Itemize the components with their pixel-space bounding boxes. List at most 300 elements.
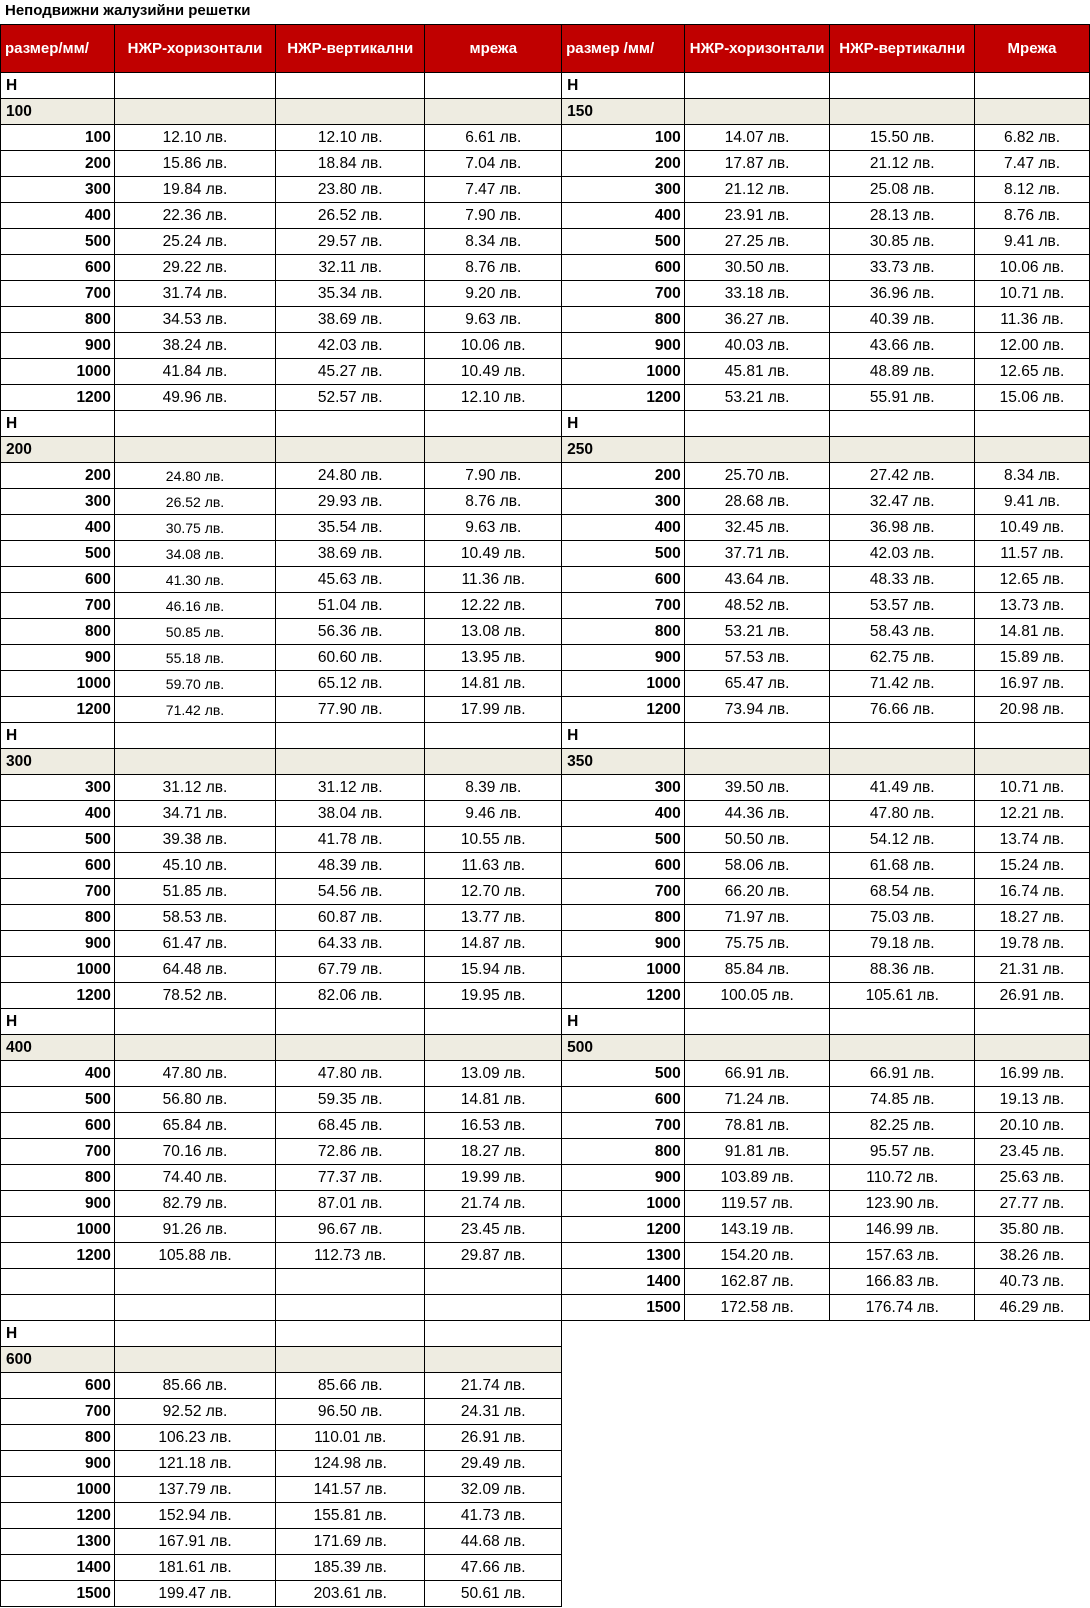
price-cell: 75.03 лв. xyxy=(830,905,975,931)
price-cell: 11.63 лв. xyxy=(425,853,562,879)
price-cell: 203.61 лв. xyxy=(276,1581,425,1607)
empty-cell xyxy=(684,1529,830,1555)
empty-cell xyxy=(684,1035,830,1061)
price-cell: 8.34 лв. xyxy=(975,463,1090,489)
price-cell: 141.57 лв. xyxy=(276,1477,425,1503)
price-cell: 24.80 лв. xyxy=(276,463,425,489)
price-cell: 16.97 лв. xyxy=(975,671,1090,697)
table-row xyxy=(1,1373,1090,1399)
size-cell: 1000 xyxy=(562,957,685,983)
price-cell: 50.85 лв. xyxy=(114,619,275,645)
price-cell: 12.10 лв. xyxy=(276,125,425,151)
price-cell: 50.50 лв. xyxy=(684,827,830,853)
price-cell: 23.80 лв. xyxy=(276,177,425,203)
price-cell: 72.86 лв. xyxy=(276,1139,425,1165)
table-row xyxy=(1,307,1090,333)
size-cell: 400 xyxy=(1,515,115,541)
empty-cell xyxy=(425,1295,562,1321)
empty-cell xyxy=(975,1321,1090,1347)
price-cell: 105.88 лв. xyxy=(114,1243,275,1269)
header-vertical-left: НЖР-вертикални xyxy=(276,25,425,73)
empty-cell xyxy=(425,411,562,437)
price-cell: 10.71 лв. xyxy=(975,281,1090,307)
price-cell: 112.73 лв. xyxy=(276,1243,425,1269)
group-row xyxy=(1,99,1090,125)
empty-cell xyxy=(276,99,425,125)
price-cell: 55.91 лв. xyxy=(830,385,975,411)
table-row xyxy=(1,1269,1090,1295)
empty-cell xyxy=(276,437,425,463)
price-cell: 58.53 лв. xyxy=(114,905,275,931)
price-cell: 38.04 лв. xyxy=(276,801,425,827)
price-cell: 41.84 лв. xyxy=(114,359,275,385)
empty-cell xyxy=(830,99,975,125)
group-row xyxy=(1,1347,1090,1373)
empty-cell xyxy=(830,1399,975,1425)
size-cell: 800 xyxy=(562,307,685,333)
price-cell: 143.19 лв. xyxy=(684,1217,830,1243)
price-cell: 12.00 лв. xyxy=(975,333,1090,359)
price-cell: 43.64 лв. xyxy=(684,567,830,593)
empty-cell xyxy=(562,1529,685,1555)
empty-cell xyxy=(114,1009,275,1035)
table-row xyxy=(1,1139,1090,1165)
table-row xyxy=(1,359,1090,385)
size-cell: 700 xyxy=(562,1113,685,1139)
empty-cell xyxy=(562,1555,685,1581)
price-cell: 17.87 лв. xyxy=(684,151,830,177)
h-row xyxy=(1,1321,1090,1347)
table-row xyxy=(1,671,1090,697)
empty-cell xyxy=(975,1347,1090,1373)
price-cell: 154.20 лв. xyxy=(684,1243,830,1269)
table-row xyxy=(1,1061,1090,1087)
price-cell: 71.24 лв. xyxy=(684,1087,830,1113)
price-cell: 46.29 лв. xyxy=(975,1295,1090,1321)
price-cell: 172.58 лв. xyxy=(684,1295,830,1321)
size-cell: 1000 xyxy=(1,1217,115,1243)
height-group-label: 500 xyxy=(562,1035,685,1061)
empty-cell xyxy=(830,1477,975,1503)
h-row xyxy=(1,73,1090,99)
price-cell: 74.40 лв. xyxy=(114,1165,275,1191)
price-cell: 13.77 лв. xyxy=(425,905,562,931)
price-cell: 34.08 лв. xyxy=(114,541,275,567)
empty-cell xyxy=(830,1035,975,1061)
price-cell: 10.71 лв. xyxy=(975,775,1090,801)
price-cell: 71.42 лв. xyxy=(114,697,275,723)
price-cell: 61.47 лв. xyxy=(114,931,275,957)
size-cell: 200 xyxy=(1,463,115,489)
price-cell: 13.74 лв. xyxy=(975,827,1090,853)
h-label: H xyxy=(1,1321,115,1347)
empty-cell xyxy=(425,723,562,749)
empty-cell xyxy=(975,437,1090,463)
size-cell: 600 xyxy=(1,1113,115,1139)
price-cell: 48.52 лв. xyxy=(684,593,830,619)
price-cell: 74.85 лв. xyxy=(830,1087,975,1113)
h-label: H xyxy=(1,1009,115,1035)
size-cell: 1000 xyxy=(1,957,115,983)
size-cell: 500 xyxy=(562,827,685,853)
empty-cell xyxy=(684,99,830,125)
header-horizontal-right: НЖР-хоризонтали xyxy=(684,25,830,73)
empty-cell xyxy=(684,1581,830,1607)
price-cell: 91.26 лв. xyxy=(114,1217,275,1243)
size-cell: 1500 xyxy=(562,1295,685,1321)
empty-cell xyxy=(425,1269,562,1295)
price-cell: 13.73 лв. xyxy=(975,593,1090,619)
price-cell: 64.48 лв. xyxy=(114,957,275,983)
price-cell: 171.69 лв. xyxy=(276,1529,425,1555)
size-cell: 1200 xyxy=(1,1503,115,1529)
size-cell: 700 xyxy=(1,1399,115,1425)
price-cell: 66.91 лв. xyxy=(830,1061,975,1087)
price-cell: 166.83 лв. xyxy=(830,1269,975,1295)
empty-cell xyxy=(975,1009,1090,1035)
price-cell: 30.50 лв. xyxy=(684,255,830,281)
price-cell: 88.36 лв. xyxy=(830,957,975,983)
size-cell: 200 xyxy=(562,463,685,489)
size-cell: 700 xyxy=(1,593,115,619)
price-cell: 21.12 лв. xyxy=(830,151,975,177)
empty-cell xyxy=(1,1295,115,1321)
price-cell: 59.35 лв. xyxy=(276,1087,425,1113)
empty-cell xyxy=(425,437,562,463)
price-cell: 23.45 лв. xyxy=(975,1139,1090,1165)
size-cell: 700 xyxy=(1,879,115,905)
price-cell: 53.21 лв. xyxy=(684,385,830,411)
h-label: H xyxy=(1,411,115,437)
table-row xyxy=(1,1191,1090,1217)
empty-cell xyxy=(684,1451,830,1477)
price-cell: 25.24 лв. xyxy=(114,229,275,255)
price-cell: 41.73 лв. xyxy=(425,1503,562,1529)
h-label: H xyxy=(562,723,685,749)
price-cell: 54.12 лв. xyxy=(830,827,975,853)
empty-cell xyxy=(562,1451,685,1477)
size-cell: 1000 xyxy=(562,359,685,385)
height-group-label: 400 xyxy=(1,1035,115,1061)
price-cell: 38.69 лв. xyxy=(276,541,425,567)
size-cell: 1200 xyxy=(1,983,115,1009)
price-cell: 47.80 лв. xyxy=(114,1061,275,1087)
price-cell: 53.57 лв. xyxy=(830,593,975,619)
size-cell: 400 xyxy=(562,203,685,229)
size-cell: 1000 xyxy=(562,1191,685,1217)
size-cell: 400 xyxy=(1,1061,115,1087)
empty-cell xyxy=(830,1581,975,1607)
price-cell: 73.94 лв. xyxy=(684,697,830,723)
price-cell: 12.10 лв. xyxy=(114,125,275,151)
table-row xyxy=(1,593,1090,619)
price-cell: 24.80 лв. xyxy=(114,463,275,489)
table-row xyxy=(1,1295,1090,1321)
price-cell: 7.47 лв. xyxy=(425,177,562,203)
empty-cell xyxy=(562,1581,685,1607)
group-row xyxy=(1,749,1090,775)
price-cell: 12.10 лв. xyxy=(425,385,562,411)
price-cell: 70.16 лв. xyxy=(114,1139,275,1165)
table-row xyxy=(1,177,1090,203)
table-row xyxy=(1,255,1090,281)
empty-cell xyxy=(114,1035,275,1061)
table-row xyxy=(1,645,1090,671)
empty-cell xyxy=(114,411,275,437)
price-cell: 29.57 лв. xyxy=(276,229,425,255)
price-cell: 71.42 лв. xyxy=(830,671,975,697)
price-cell: 76.66 лв. xyxy=(830,697,975,723)
price-cell: 18.84 лв. xyxy=(276,151,425,177)
price-cell: 14.07 лв. xyxy=(684,125,830,151)
price-cell: 56.80 лв. xyxy=(114,1087,275,1113)
price-cell: 10.49 лв. xyxy=(425,359,562,385)
price-cell: 54.56 лв. xyxy=(276,879,425,905)
price-cell: 10.49 лв. xyxy=(425,541,562,567)
price-cell: 66.20 лв. xyxy=(684,879,830,905)
height-group-label: 100 xyxy=(1,99,115,125)
price-cell: 66.91 лв. xyxy=(684,1061,830,1087)
size-cell: 1400 xyxy=(562,1269,685,1295)
price-cell: 40.73 лв. xyxy=(975,1269,1090,1295)
price-cell: 26.52 лв. xyxy=(114,489,275,515)
empty-cell xyxy=(425,1321,562,1347)
size-cell: 600 xyxy=(1,1373,115,1399)
size-cell: 600 xyxy=(562,255,685,281)
height-group-label: 250 xyxy=(562,437,685,463)
empty-cell xyxy=(114,1295,275,1321)
empty-cell xyxy=(684,1503,830,1529)
price-cell: 60.60 лв. xyxy=(276,645,425,671)
price-cell: 40.39 лв. xyxy=(830,307,975,333)
price-cell: 7.04 лв. xyxy=(425,151,562,177)
table-row xyxy=(1,229,1090,255)
size-cell: 600 xyxy=(562,567,685,593)
empty-cell xyxy=(830,723,975,749)
size-cell: 400 xyxy=(1,801,115,827)
price-cell: 11.57 лв. xyxy=(975,541,1090,567)
price-cell: 29.22 лв. xyxy=(114,255,275,281)
empty-cell xyxy=(114,437,275,463)
size-cell: 1200 xyxy=(1,1243,115,1269)
price-cell: 25.63 лв. xyxy=(975,1165,1090,1191)
price-cell: 35.80 лв. xyxy=(975,1217,1090,1243)
price-cell: 124.98 лв. xyxy=(276,1451,425,1477)
price-cell: 31.74 лв. xyxy=(114,281,275,307)
price-table-body xyxy=(1,73,1090,1607)
size-cell: 700 xyxy=(1,1139,115,1165)
price-cell: 28.13 лв. xyxy=(830,203,975,229)
price-cell: 91.81 лв. xyxy=(684,1139,830,1165)
size-cell: 300 xyxy=(562,775,685,801)
price-cell: 12.22 лв. xyxy=(425,593,562,619)
price-cell: 45.27 лв. xyxy=(276,359,425,385)
price-cell: 6.61 лв. xyxy=(425,125,562,151)
price-cell: 19.84 лв. xyxy=(114,177,275,203)
empty-cell xyxy=(830,1321,975,1347)
price-cell: 20.10 лв. xyxy=(975,1113,1090,1139)
price-cell: 8.39 лв. xyxy=(425,775,562,801)
price-cell: 19.78 лв. xyxy=(975,931,1090,957)
header-horizontal-left: НЖР-хоризонтали xyxy=(114,25,275,73)
price-cell: 9.46 лв. xyxy=(425,801,562,827)
size-cell: 1000 xyxy=(1,359,115,385)
price-cell: 110.01 лв. xyxy=(276,1425,425,1451)
header-mesh-left: мрежа xyxy=(425,25,562,73)
price-cell: 106.23 лв. xyxy=(114,1425,275,1451)
price-cell: 18.27 лв. xyxy=(975,905,1090,931)
size-cell: 900 xyxy=(1,931,115,957)
price-cell: 21.12 лв. xyxy=(684,177,830,203)
empty-cell xyxy=(114,1269,275,1295)
empty-cell xyxy=(276,411,425,437)
price-cell: 38.24 лв. xyxy=(114,333,275,359)
price-cell: 48.89 лв. xyxy=(830,359,975,385)
size-cell: 300 xyxy=(1,489,115,515)
table-row xyxy=(1,463,1090,489)
price-cell: 11.36 лв. xyxy=(975,307,1090,333)
empty-cell xyxy=(684,1425,830,1451)
price-cell: 15.50 лв. xyxy=(830,125,975,151)
price-cell: 82.06 лв. xyxy=(276,983,425,1009)
price-cell: 157.63 лв. xyxy=(830,1243,975,1269)
price-cell: 14.81 лв. xyxy=(425,671,562,697)
empty-cell xyxy=(684,1347,830,1373)
h-label: H xyxy=(1,73,115,99)
price-cell: 65.47 лв. xyxy=(684,671,830,697)
price-cell: 51.85 лв. xyxy=(114,879,275,905)
empty-cell xyxy=(975,1581,1090,1607)
price-cell: 10.49 лв. xyxy=(975,515,1090,541)
table-row xyxy=(1,957,1090,983)
price-cell: 78.52 лв. xyxy=(114,983,275,1009)
empty-cell xyxy=(276,1009,425,1035)
size-cell: 700 xyxy=(1,281,115,307)
price-cell: 155.81 лв. xyxy=(276,1503,425,1529)
empty-cell xyxy=(562,1425,685,1451)
price-cell: 32.11 лв. xyxy=(276,255,425,281)
price-cell: 21.31 лв. xyxy=(975,957,1090,983)
price-cell: 68.54 лв. xyxy=(830,879,975,905)
price-cell: 8.76 лв. xyxy=(425,489,562,515)
size-cell: 500 xyxy=(1,229,115,255)
price-cell: 26.91 лв. xyxy=(425,1425,562,1451)
price-cell: 18.27 лв. xyxy=(425,1139,562,1165)
price-cell: 27.77 лв. xyxy=(975,1191,1090,1217)
empty-cell xyxy=(276,73,425,99)
price-cell: 185.39 лв. xyxy=(276,1555,425,1581)
size-cell: 1200 xyxy=(1,697,115,723)
price-cell: 12.65 лв. xyxy=(975,359,1090,385)
price-cell: 87.01 лв. xyxy=(276,1191,425,1217)
price-cell: 52.57 лв. xyxy=(276,385,425,411)
table-row xyxy=(1,151,1090,177)
empty-cell xyxy=(276,1321,425,1347)
empty-cell xyxy=(562,1477,685,1503)
table-row xyxy=(1,879,1090,905)
table-row xyxy=(1,1399,1090,1425)
empty-cell xyxy=(684,437,830,463)
empty-cell xyxy=(425,1009,562,1035)
size-cell: 800 xyxy=(1,307,115,333)
price-cell: 85.66 лв. xyxy=(114,1373,275,1399)
size-cell: 1300 xyxy=(562,1243,685,1269)
price-cell: 82.79 лв. xyxy=(114,1191,275,1217)
price-cell: 25.70 лв. xyxy=(684,463,830,489)
empty-cell xyxy=(830,1503,975,1529)
price-cell: 8.12 лв. xyxy=(975,177,1090,203)
table-row xyxy=(1,853,1090,879)
price-cell: 49.96 лв. xyxy=(114,385,275,411)
empty-cell xyxy=(425,99,562,125)
price-cell: 15.24 лв. xyxy=(975,853,1090,879)
h-label: H xyxy=(1,723,115,749)
empty-cell xyxy=(684,1321,830,1347)
price-cell: 167.91 лв. xyxy=(114,1529,275,1555)
price-cell: 67.79 лв. xyxy=(276,957,425,983)
table-row xyxy=(1,1087,1090,1113)
price-cell: 33.18 лв. xyxy=(684,281,830,307)
table-row xyxy=(1,1477,1090,1503)
price-cell: 123.90 лв. xyxy=(830,1191,975,1217)
price-cell: 45.10 лв. xyxy=(114,853,275,879)
header-vertical-right: НЖР-вертикални xyxy=(830,25,975,73)
size-cell: 500 xyxy=(562,1061,685,1087)
price-cell: 64.33 лв. xyxy=(276,931,425,957)
size-cell: 300 xyxy=(1,177,115,203)
empty-cell xyxy=(114,73,275,99)
empty-cell xyxy=(562,1321,685,1347)
price-cell: 44.36 лв. xyxy=(684,801,830,827)
price-cell: 15.06 лв. xyxy=(975,385,1090,411)
empty-cell xyxy=(830,1529,975,1555)
price-cell: 7.90 лв. xyxy=(425,463,562,489)
price-cell: 9.63 лв. xyxy=(425,515,562,541)
size-cell: 900 xyxy=(562,931,685,957)
size-cell: 1000 xyxy=(562,671,685,697)
table-row xyxy=(1,541,1090,567)
empty-cell xyxy=(975,411,1090,437)
price-cell: 79.18 лв. xyxy=(830,931,975,957)
price-cell: 29.49 лв. xyxy=(425,1451,562,1477)
size-cell: 900 xyxy=(1,333,115,359)
height-group-label: 200 xyxy=(1,437,115,463)
price-cell: 12.70 лв. xyxy=(425,879,562,905)
price-cell: 36.27 лв. xyxy=(684,307,830,333)
price-cell: 27.25 лв. xyxy=(684,229,830,255)
size-cell: 900 xyxy=(1,1191,115,1217)
price-cell: 7.90 лв. xyxy=(425,203,562,229)
height-group-label: 300 xyxy=(1,749,115,775)
empty-cell xyxy=(562,1503,685,1529)
price-cell: 43.66 лв. xyxy=(830,333,975,359)
price-cell: 68.45 лв. xyxy=(276,1113,425,1139)
price-cell: 95.57 лв. xyxy=(830,1139,975,1165)
empty-cell xyxy=(975,99,1090,125)
size-cell: 600 xyxy=(1,567,115,593)
price-cell: 10.06 лв. xyxy=(425,333,562,359)
price-cell: 10.06 лв. xyxy=(975,255,1090,281)
size-cell: 1400 xyxy=(1,1555,115,1581)
price-cell: 12.65 лв. xyxy=(975,567,1090,593)
size-cell: 600 xyxy=(562,853,685,879)
price-cell: 65.12 лв. xyxy=(276,671,425,697)
price-cell: 65.84 лв. xyxy=(114,1113,275,1139)
size-cell: 100 xyxy=(1,125,115,151)
price-cell: 9.20 лв. xyxy=(425,281,562,307)
price-cell: 19.13 лв. xyxy=(975,1087,1090,1113)
price-cell: 61.68 лв. xyxy=(830,853,975,879)
